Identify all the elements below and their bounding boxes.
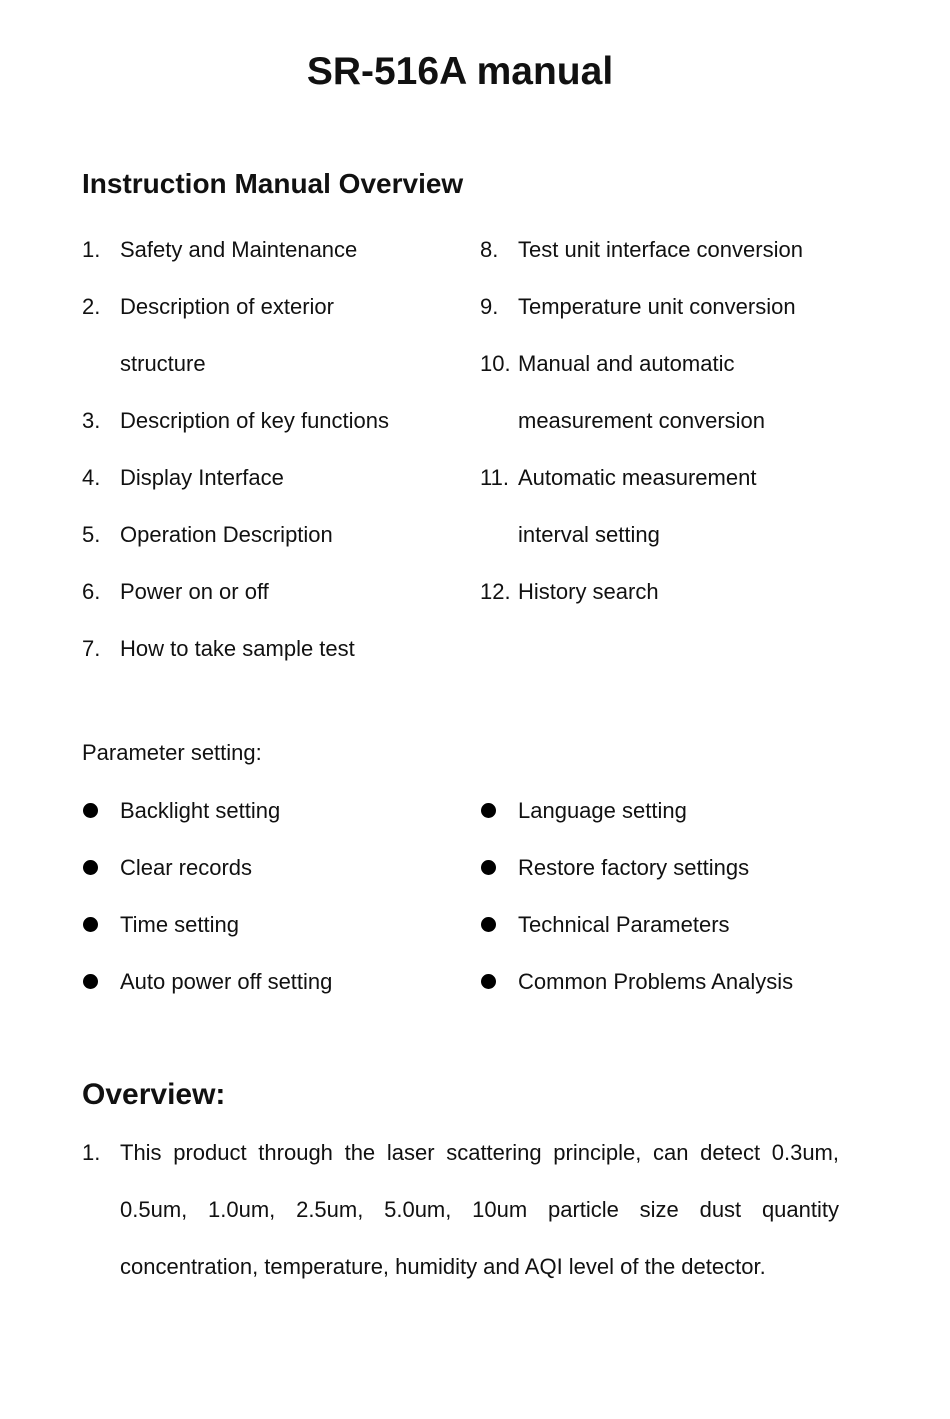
bullet-icon bbox=[83, 974, 98, 989]
toc-item-number: 3. bbox=[82, 408, 101, 433]
parameter-item bbox=[480, 953, 900, 1010]
toc-item bbox=[82, 563, 472, 620]
toc-item-label: Safety and Maintenance bbox=[120, 237, 358, 262]
toc-item-label: Description of key functions bbox=[120, 408, 390, 433]
toc-item bbox=[82, 620, 472, 677]
toc-item-label: Display Interface bbox=[120, 465, 284, 490]
toc-item-label: Temperature unit conversion bbox=[518, 294, 796, 319]
toc-item-number: 1. bbox=[82, 237, 101, 262]
toc-item-label: Description of exterior structure bbox=[120, 294, 334, 376]
toc-item bbox=[82, 449, 472, 506]
parameter-item-label: Auto power off setting bbox=[120, 969, 333, 994]
toc-item-number: 10. bbox=[480, 351, 511, 376]
toc-item bbox=[480, 335, 783, 449]
bullet-icon bbox=[481, 860, 496, 875]
parameter-item bbox=[480, 896, 900, 953]
bullet-icon bbox=[481, 917, 496, 932]
toc-item-number: 7. bbox=[82, 636, 101, 661]
toc-item-label: History search bbox=[518, 579, 659, 604]
toc-item-number: 6. bbox=[82, 579, 101, 604]
toc-item-number: 9. bbox=[480, 294, 499, 319]
overview-item-number: 1. bbox=[82, 1140, 101, 1165]
toc-item-number: 12. bbox=[480, 579, 511, 604]
manual-overview-heading: Instruction Manual Overview bbox=[82, 168, 464, 199]
overview-heading: Overview: bbox=[82, 1078, 226, 1111]
parameter-item bbox=[82, 953, 472, 1010]
toc-item-label: Power on or off bbox=[120, 579, 269, 604]
toc-item-number: 8. bbox=[480, 237, 499, 262]
toc-item-number: 11. bbox=[480, 465, 509, 490]
parameter-item-label: Clear records bbox=[120, 855, 253, 880]
toc-item-number: 4. bbox=[82, 465, 101, 490]
parameter-item-label: Restore factory settings bbox=[518, 855, 750, 880]
bullet-icon bbox=[481, 974, 496, 989]
toc-list-left bbox=[82, 221, 472, 677]
toc-item-label: How to take sample test bbox=[120, 636, 355, 661]
parameter-item-label: Technical Parameters bbox=[518, 912, 730, 937]
parameter-item-label: Backlight setting bbox=[120, 798, 281, 823]
overview-paragraph bbox=[82, 1124, 839, 1295]
toc-item bbox=[480, 221, 900, 278]
parameter-item bbox=[82, 896, 472, 953]
parameter-item bbox=[82, 782, 472, 839]
parameter-item-label: Language setting bbox=[518, 798, 687, 823]
bullet-icon bbox=[83, 917, 98, 932]
toc-item bbox=[480, 278, 900, 335]
toc-item bbox=[480, 563, 900, 620]
toc-item bbox=[82, 221, 360, 278]
parameter-item-label: Common Problems Analysis bbox=[518, 969, 794, 994]
bullet-icon bbox=[481, 803, 496, 818]
bullet-icon bbox=[83, 803, 98, 818]
toc-item bbox=[82, 506, 472, 563]
toc-item bbox=[480, 449, 783, 563]
overview-item-text: This product through the laser scattering principle, can detect 0.3um, 0.5um, 1.0um, 2.5um, 5.0um, 10um particle size dust quantity concentration, temperature, humidity and AQI level of the detector. bbox=[120, 1140, 839, 1279]
parameter-item bbox=[480, 782, 900, 839]
toc-item-label: Operation Description bbox=[120, 522, 333, 547]
toc-item-number: 5. bbox=[82, 522, 101, 547]
parameter-item-label: Time setting bbox=[120, 912, 240, 937]
parameter-item bbox=[480, 839, 900, 896]
toc-list-right bbox=[480, 221, 900, 620]
bullet-icon bbox=[83, 860, 98, 875]
parameter-setting-label: Parameter setting: bbox=[82, 740, 262, 765]
toc-item-label: Test unit interface conversion bbox=[518, 237, 803, 262]
page-title: SR-516A manual bbox=[306, 50, 614, 93]
toc-item bbox=[82, 278, 360, 392]
toc-item-number: 2. bbox=[82, 294, 101, 319]
toc-item bbox=[82, 392, 472, 449]
toc-item-label: Manual and automatic measurement conversion bbox=[518, 351, 766, 433]
parameter-list-left bbox=[82, 782, 472, 1010]
parameter-list-right bbox=[480, 782, 900, 1010]
parameter-item bbox=[82, 839, 472, 896]
toc-item-label: Automatic measurement interval setting bbox=[518, 465, 757, 547]
